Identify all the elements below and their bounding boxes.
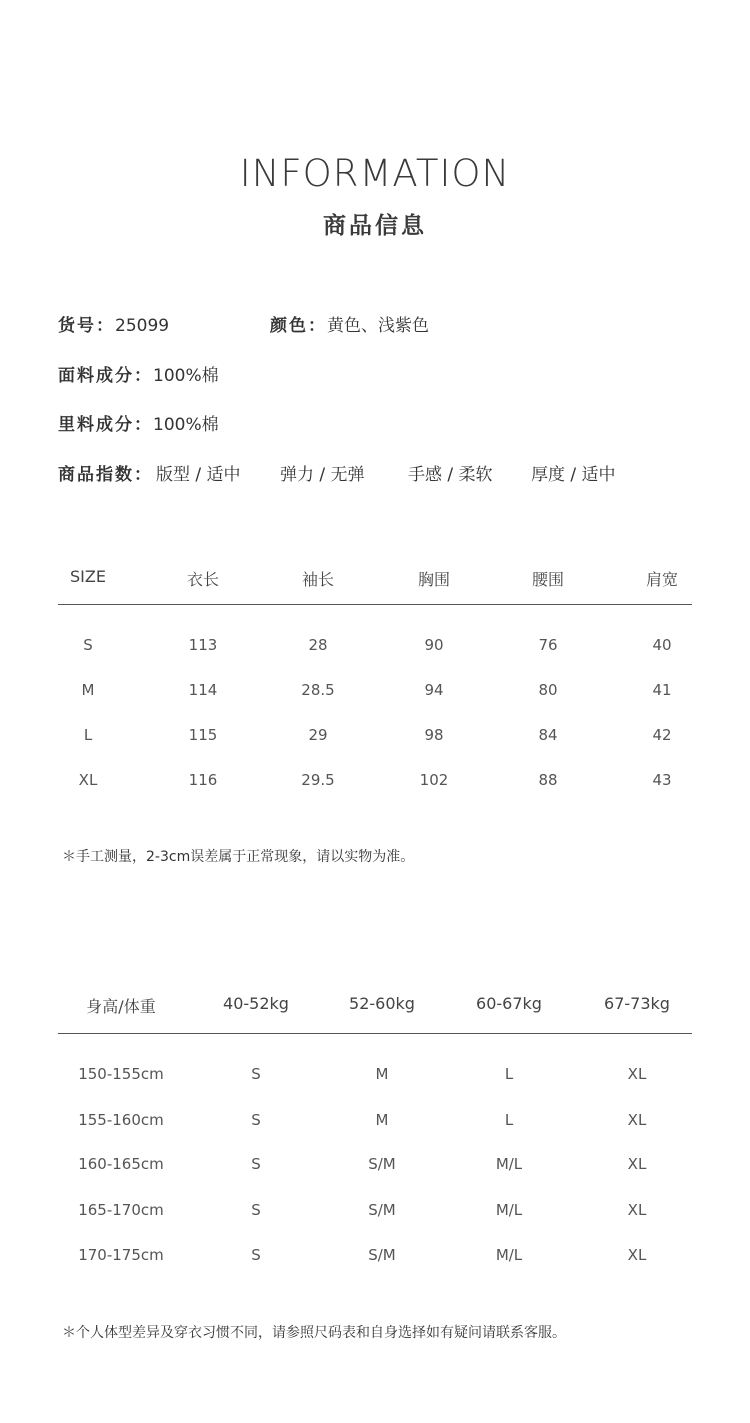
- table-cell: S: [251, 1201, 261, 1219]
- table-cell: S: [251, 1246, 261, 1264]
- item-number-value: 25099: [115, 316, 170, 336]
- index-fit: 版型 / 适中: [156, 465, 241, 485]
- product-index-label: 商品指数：: [58, 465, 153, 485]
- table-cell: 29.5: [301, 771, 335, 789]
- page-subtitle: 商品信息: [323, 213, 427, 239]
- table-cell: 114: [188, 681, 218, 699]
- size-header: 衣长: [186, 570, 219, 589]
- index-elasticity: 弹力 / 无弹: [280, 465, 365, 485]
- table-cell: 170-175cm: [78, 1246, 164, 1264]
- fabric-label: 面料成分：: [58, 366, 153, 386]
- table-cell: S: [83, 636, 93, 654]
- table-cell: XL: [627, 1201, 647, 1219]
- size-header: 袖长: [301, 570, 334, 589]
- table-cell: M/L: [495, 1201, 523, 1219]
- table-cell: 102: [419, 771, 449, 789]
- table-cell: 76: [538, 636, 558, 654]
- table-cell: 155-160cm: [78, 1111, 164, 1129]
- lining-info: [58, 410, 219, 435]
- table-cell: 150-155cm: [78, 1065, 164, 1083]
- fit-note: ＊个人体型差异及穿衣习惯不同，请参照尺码表和自身选择如有疑问请联系客服。: [62, 1325, 566, 1341]
- table-cell: XL: [627, 1111, 647, 1129]
- table-cell: S/M: [368, 1201, 396, 1219]
- table-cell: M: [375, 1111, 389, 1129]
- size-header: 胸围: [417, 570, 450, 589]
- table-cell: 165-170cm: [78, 1201, 164, 1219]
- table-cell: XL: [78, 771, 98, 789]
- table-cell: L: [83, 726, 93, 744]
- table-cell: 43: [652, 771, 672, 789]
- table-cell: S/M: [368, 1246, 396, 1264]
- table-cell: 98: [424, 726, 444, 744]
- fit-header: 52-60kg: [349, 994, 415, 1013]
- fabric-info: [58, 361, 219, 386]
- table-cell: L: [504, 1111, 514, 1129]
- size-header: 腰围: [531, 570, 564, 589]
- table-cell: 116: [188, 771, 218, 789]
- table-cell: 84: [538, 726, 558, 744]
- table-cell: 90: [424, 636, 444, 654]
- table-cell: 29: [308, 726, 328, 744]
- table-cell: S/M: [368, 1155, 396, 1173]
- table-cell: XL: [627, 1065, 647, 1083]
- fit-header: 40-52kg: [223, 994, 289, 1013]
- table-cell: 80: [538, 681, 558, 699]
- table-cell: L: [504, 1065, 514, 1083]
- size-table-divider: [58, 604, 692, 605]
- color-value: 黄色、浅紫色: [327, 316, 429, 336]
- table-cell: 113: [188, 636, 218, 654]
- fabric-value: 100%棉: [153, 366, 219, 386]
- index-thickness: 厚度 / 适中: [531, 465, 616, 485]
- color-info: [270, 311, 429, 336]
- lining-label: 里料成分：: [58, 415, 153, 435]
- table-cell: 28: [308, 636, 328, 654]
- product-index: [58, 460, 153, 485]
- table-cell: S: [251, 1155, 261, 1173]
- item-number: [58, 311, 169, 336]
- size-header: 肩宽: [645, 570, 678, 589]
- table-cell: 40: [652, 636, 672, 654]
- table-cell: 94: [424, 681, 444, 699]
- table-cell: M: [81, 681, 95, 699]
- table-cell: M/L: [495, 1246, 523, 1264]
- table-cell: S: [251, 1111, 261, 1129]
- fit-table-divider: [58, 1033, 692, 1034]
- table-cell: 28.5: [301, 681, 335, 699]
- table-cell: M/L: [495, 1155, 523, 1173]
- item-number-label: 货号：: [58, 316, 115, 336]
- table-cell: 160-165cm: [78, 1155, 164, 1173]
- table-cell: M: [375, 1065, 389, 1083]
- fit-header: 60-67kg: [476, 994, 542, 1013]
- table-cell: 88: [538, 771, 558, 789]
- measurement-note: ＊手工测量，2-3cm误差属于正常现象，请以实物为准。: [62, 849, 415, 865]
- table-cell: XL: [627, 1246, 647, 1264]
- size-header: SIZE: [70, 567, 106, 586]
- table-cell: 115: [188, 726, 218, 744]
- lining-value: 100%棉: [153, 415, 219, 435]
- table-cell: S: [251, 1065, 261, 1083]
- fit-header: 身高/体重: [86, 997, 156, 1016]
- table-cell: XL: [627, 1155, 647, 1173]
- color-label: 颜色：: [270, 316, 327, 336]
- table-cell: 41: [652, 681, 672, 699]
- fit-header: 67-73kg: [604, 994, 670, 1013]
- index-feel: 手感 / 柔软: [408, 465, 493, 485]
- table-cell: 42: [652, 726, 672, 744]
- page-title: INFORMATION: [239, 152, 511, 195]
